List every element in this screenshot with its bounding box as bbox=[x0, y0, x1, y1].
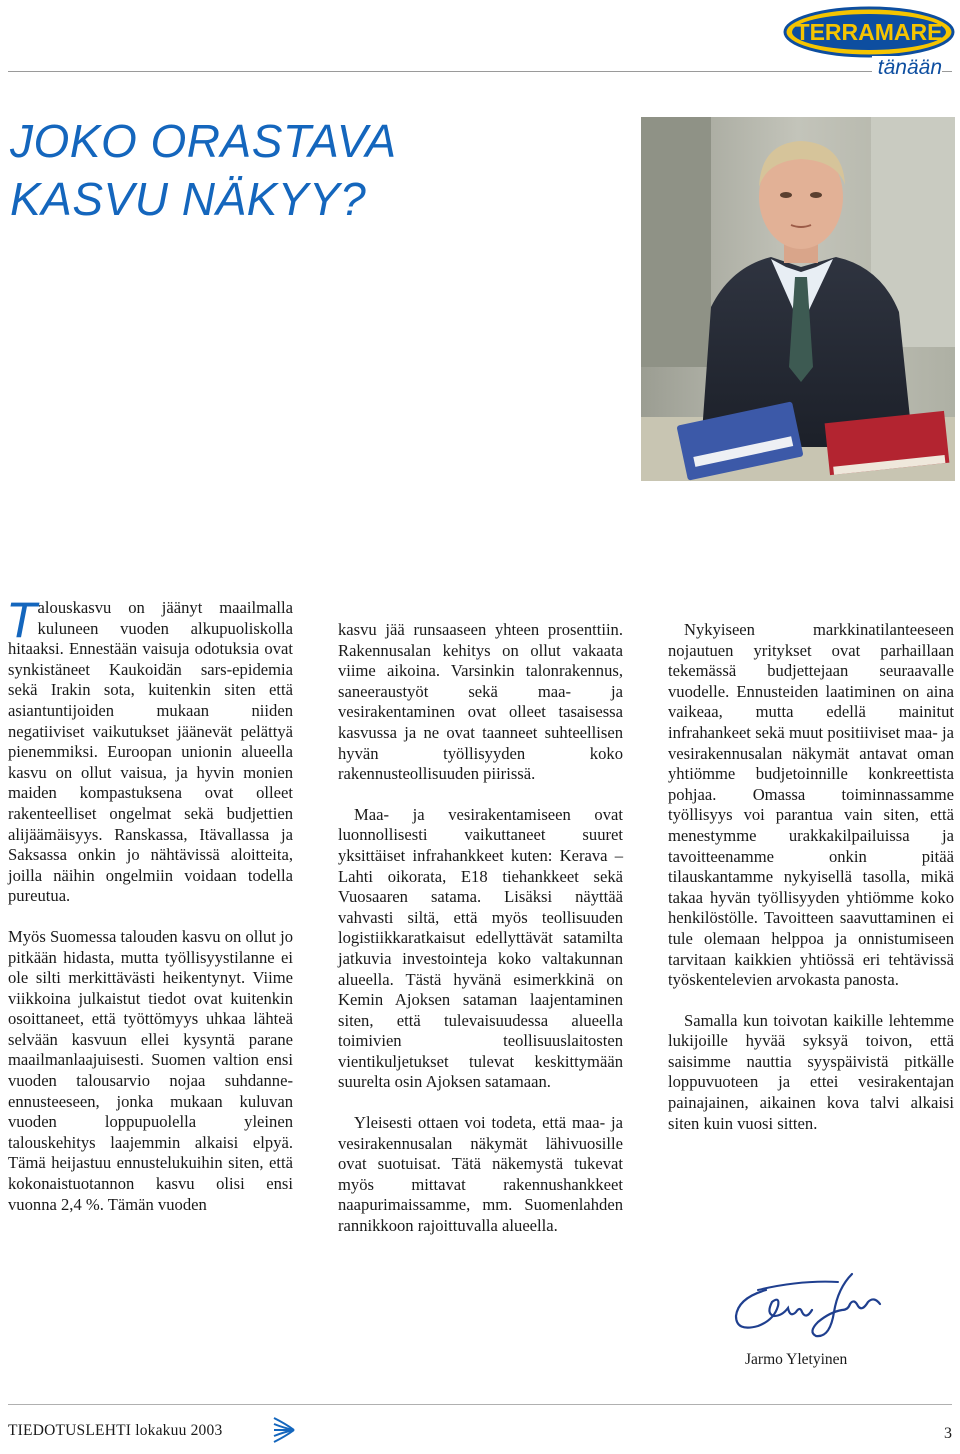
col2-paragraph-2: Maa- ja vesirakentamiseen ovat luonnollisesti vaikuttaneet suuret yksittäiset infrahankkeet kuten: Kerava – Lahti oikorata, E18 tiehankkeet sekä Vuosaaren satama. Lisäksi näyttää vahvasti siltä, että myös teollisuuden logistiikkaratkaisut edellyttävät satamilta jatkuvia investointeja koko valtakunnan alueella. Tästä hyvänä esimerkkinä on Kemin Ajoksen sataman laajentaminen siten, että tulevaisuudessa alueella toimivien teollisuuslaitosten vientikuljetukset tulevat keskittymään suurelta osin Ajoksen satamaan. bbox=[338, 804, 623, 1092]
col2-paragraph-1: kasvu jää runsaaseen yhteen prosenttiin. Rakennusalan kehitys on ollut vakaata viime aikoina. Varsinkin talonrakennus, saneeraustyöt sekä maa- ja vesirakentaminen ovat olleet tasaisessa kasvussa ja ne ovat taanneet suhteellisen hyvän työllisyyden koko rakennusteollisuuden piirissä. bbox=[338, 620, 623, 784]
headline-line-1: JOKO ORASTAVA bbox=[10, 115, 397, 167]
article-column-3 bbox=[668, 620, 954, 1134]
terramare-logo bbox=[783, 6, 955, 58]
col2-paragraph-3: Yleisesti ottaen voi todeta, että maa- ja vesirakennusalan näkymät lähivuosille ovat suotuisat. Tätä näkemystä tukevat myös mittavat rakennushankkeet naapurimaissamme, mm. Suomenlahden rannikkoon rajoittuvalla alueella. bbox=[338, 1113, 623, 1236]
footer-publication: TIEDOTUSLEHTI lokakuu 2003 bbox=[8, 1422, 223, 1439]
wave-lines-icon bbox=[272, 1414, 296, 1446]
signer-name: Jarmo Yletyinen bbox=[745, 1351, 848, 1368]
drop-cap: T bbox=[6, 592, 37, 648]
col1-paragraph-2: Myös Suomessa talouden kasvu on ollut jo pitkään hidasta, mutta työllisyystilanne ei ole silti merkittävästi heikentynyt. Viime viikkoina julkaistut tiedot ovat kuitenkin osoittaneet, että työttömyys uhkaa lähteä selvään kasvuun ellei kysyntä parane maailmanlaajuisesti. Suomen valtion ensi vuoden talousarvio nojaa suhdanne-ennusteeseen, jonka mukaan kuluvan vuoden loppupuolella yleinen talouskehitys laajemmin alkaisi elpyä. Tämä heijastuu ennustelukuihin siten, että kokonaistuotannon kasvu olisi ensi vuonna 2,4 %. Tämän vuoden bbox=[8, 926, 293, 1214]
headline-line-2: KASVU NÄKYY? bbox=[10, 173, 367, 225]
col1-paragraph-1 bbox=[6, 592, 293, 907]
header-rule bbox=[8, 71, 952, 72]
article-column-2 bbox=[338, 620, 623, 1237]
handwritten-signature bbox=[730, 1268, 888, 1342]
col3-paragraph-2: Samalla kun toivotan kaikille lehtemme lukijoille hyvää syksyä toivon, että saisimme nauttia syyspäivistä pitkälle loppuvuoteen ja ettei vesirakentajan painajainen, aikainen kova talvi alkaisi siten kuin vuosi sitten. bbox=[668, 1010, 954, 1133]
tagline: tänään bbox=[872, 56, 942, 80]
col3-paragraph-1: Nykyiseen markkinatilanteeseen nojautuen yritykset ovat parhaillaan tekemässä budjettejaan seuraavalle vuodelle. Ennusteiden laatiminen on aina vaikeaa, mutta edellä mainitut infrahankeet sekä muut positiiviset maa- ja vesirakennusalan näkymät antavat oman yhtiömme budjetoinnille konkreettista pohjaa. Omassa toiminnassamme työllisyys voi parantua vain siten, että menestymme urakkakilpailuissa ja tavoitteenamme onkin pitää tilauskantamme nykyisellä tasolla, mikä takaa hyvän työllisyyden yhtiömme koko henkilöstölle. Tavoitteen saavuttaminen ei tule olemaan helppoa ja onnistumiseen tarvitaan kaikkien yhtiössä eri tehtävissä työskentelevien arvokasta panosta. bbox=[668, 620, 954, 990]
logo-text: TERRAMARE bbox=[795, 19, 943, 45]
headline bbox=[10, 112, 397, 228]
article-column-1 bbox=[6, 592, 293, 1215]
portrait-photo bbox=[641, 117, 955, 481]
page-number: 3 bbox=[944, 1425, 952, 1442]
footer-rule bbox=[8, 1404, 952, 1405]
col1-paragraph-1-text: alouskasvu on jäänyt maailmalla kuluneen vuoden alkupuoliskolla hitaaksi. Ennestään vaisuja odotuksia ovat synkistäneet Kaukoidän sars-epidemia sekä Irakin sota, kuitenkin siten että asiantuntijoiden mukaan niiden negatiiviset vaikutukset jäänevät pelättyä pienemmiksi. Euroopan unionin alueella kasvu on ollut vaisua, ja hyvin monien maiden kompastuksena ovat olleet rakenteelliset ongelmat sekä budjettien alijäämäisyys. Ranskassa, Itävallassa ja Saksassa onkin jo nähtävissä aloitteita, joilla näihin ongelmiin voidaan todella pureutua. bbox=[8, 598, 293, 906]
